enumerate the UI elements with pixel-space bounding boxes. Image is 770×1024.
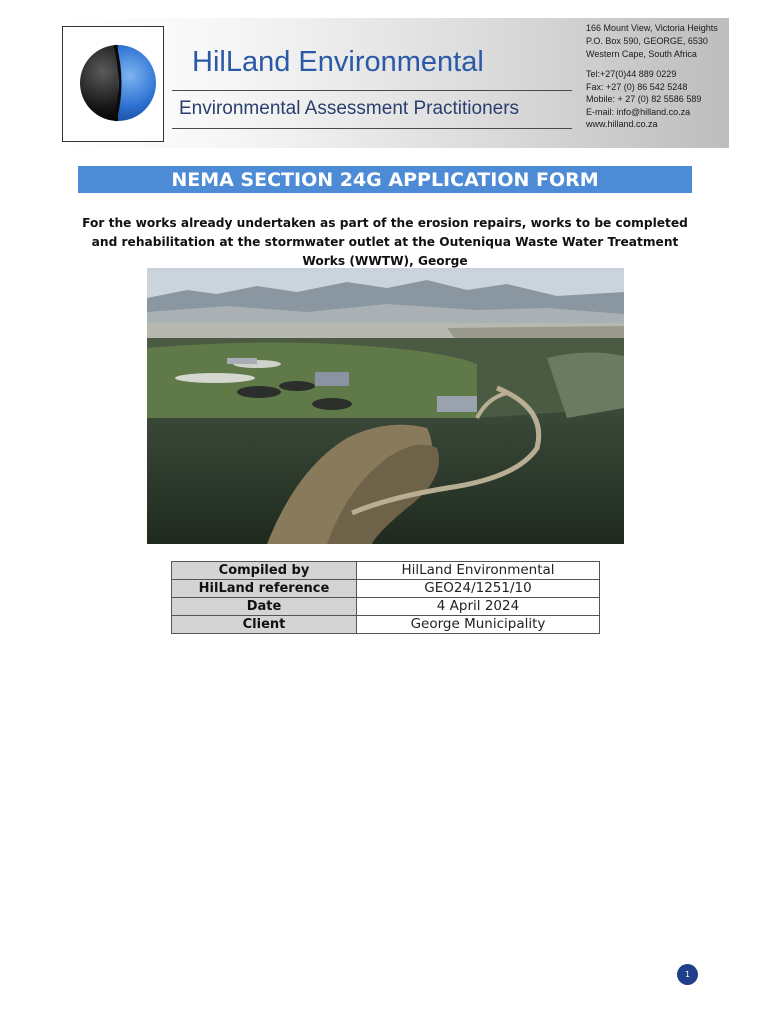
compiled-by-value: HilLand Environmental xyxy=(357,562,600,580)
logo-sphere-icon xyxy=(63,27,163,141)
subtitle-line: For the works already undertaken as part of the erosion repairs, works to be completed xyxy=(82,216,688,230)
table-row xyxy=(172,598,600,616)
address-line: Western Cape, South Africa xyxy=(586,49,697,59)
document-title: NEMA SECTION 24G APPLICATION FORM xyxy=(78,166,692,193)
document-info-table xyxy=(171,561,600,634)
contact-email[interactable]: E-mail: info@hilland.co.za xyxy=(586,106,691,117)
contact-mobile: Mobile: + 27 (0) 82 5586 589 xyxy=(586,94,702,104)
reference-value: GEO24/1251/10 xyxy=(357,580,600,598)
company-tagline: Environmental Assessment Practitioners xyxy=(179,98,520,119)
company-address xyxy=(586,22,718,61)
subtitle-line: and rehabilitation at the stormwater outlet at the Outeniqua Waste Water Treatment xyxy=(91,235,679,249)
company-contact xyxy=(586,68,701,131)
date-label: Date xyxy=(172,598,357,616)
client-value: George Municipality xyxy=(357,616,600,634)
table-row xyxy=(172,562,600,580)
contact-tel: Tel:+27(0)44 889 0229 xyxy=(586,69,677,79)
contact-fax: Fax: +27 (0) 86 542 5248 xyxy=(586,81,688,92)
address-line: 166 Mount View, Victoria Heights xyxy=(586,23,718,33)
address-line: P.O. Box 590, GEORGE, 6530 xyxy=(586,36,708,46)
client-label: Client xyxy=(172,616,357,634)
subtitle-line: Works (WWTW), George xyxy=(302,254,468,268)
table-row xyxy=(172,616,600,634)
contact-website[interactable]: www.hilland.co.za xyxy=(586,119,658,129)
page-number-badge: 1 xyxy=(677,964,698,985)
letterhead-rule-top xyxy=(172,90,572,91)
compiled-by-label: Compiled by xyxy=(172,562,357,580)
company-logo xyxy=(62,26,164,142)
company-name: HilLand Environmental xyxy=(192,46,484,78)
table-row xyxy=(172,580,600,598)
letterhead xyxy=(62,18,729,148)
reference-label: HilLand reference xyxy=(172,580,357,598)
aerial-site-photo xyxy=(147,268,624,544)
date-value: 4 April 2024 xyxy=(357,598,600,616)
document-subtitle xyxy=(80,214,690,271)
letterhead-rule-bottom xyxy=(172,128,572,129)
